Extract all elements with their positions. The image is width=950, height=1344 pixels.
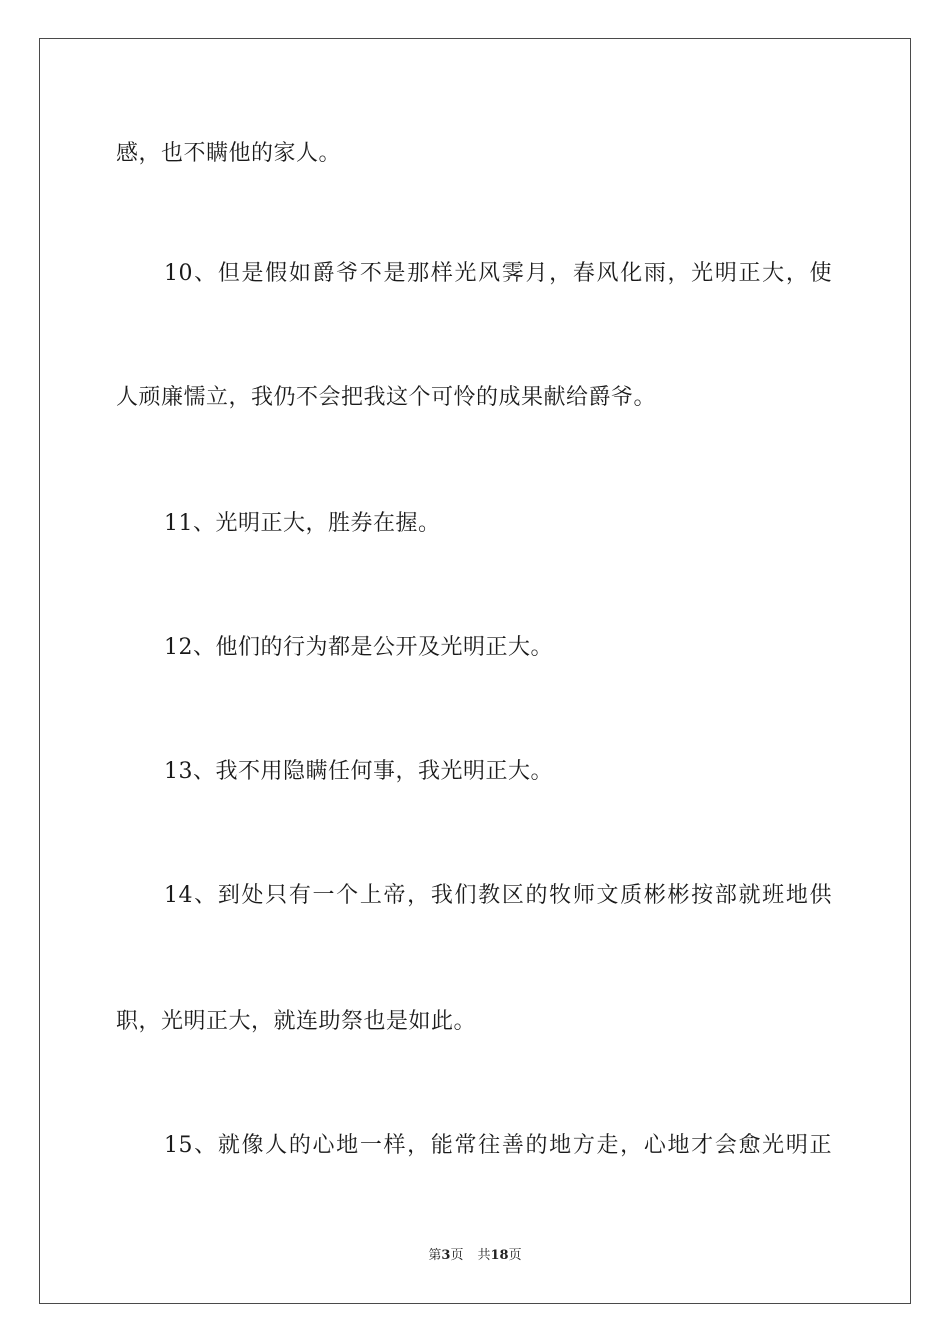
page-footer xyxy=(0,1247,950,1265)
footer-total-prefix: 共 xyxy=(477,1248,491,1263)
footer-total-suffix: 页 xyxy=(508,1248,522,1263)
text-line-item-13: 13、我不用隐瞒任何事，我光明正大。 xyxy=(164,759,553,784)
text-line-item-15: 15、就像人的心地一样，能常往善的地方走，心地才会愈光明正 xyxy=(164,1133,832,1158)
text-line-item-14-cont: 职，光明正大，就连助祭也是如此。 xyxy=(116,1009,477,1034)
text-line-item-14: 14、到处只有一个上帝，我们教区的牧师文质彬彬按部就班地供 xyxy=(164,883,832,908)
text-line-item-12: 12、他们的行为都是公开及光明正大。 xyxy=(164,635,553,660)
footer-page-suffix: 页 xyxy=(450,1248,464,1263)
footer-page-prefix: 第 xyxy=(428,1248,442,1263)
text-line-item-10-cont: 人顽廉懦立，我仍不会把我这个可怜的成果献给爵爷。 xyxy=(116,385,657,410)
footer-page-number: 3 xyxy=(441,1248,451,1263)
page-frame xyxy=(39,38,911,1304)
text-line-1: 感，也不瞒他的家人。 xyxy=(116,141,342,166)
footer-total-pages: 18 xyxy=(490,1248,509,1263)
text-line-item-11: 11、光明正大，胜券在握。 xyxy=(164,511,441,536)
text-line-item-10: 10、但是假如爵爷不是那样光风霁月，春风化雨，光明正大，使 xyxy=(164,261,832,286)
